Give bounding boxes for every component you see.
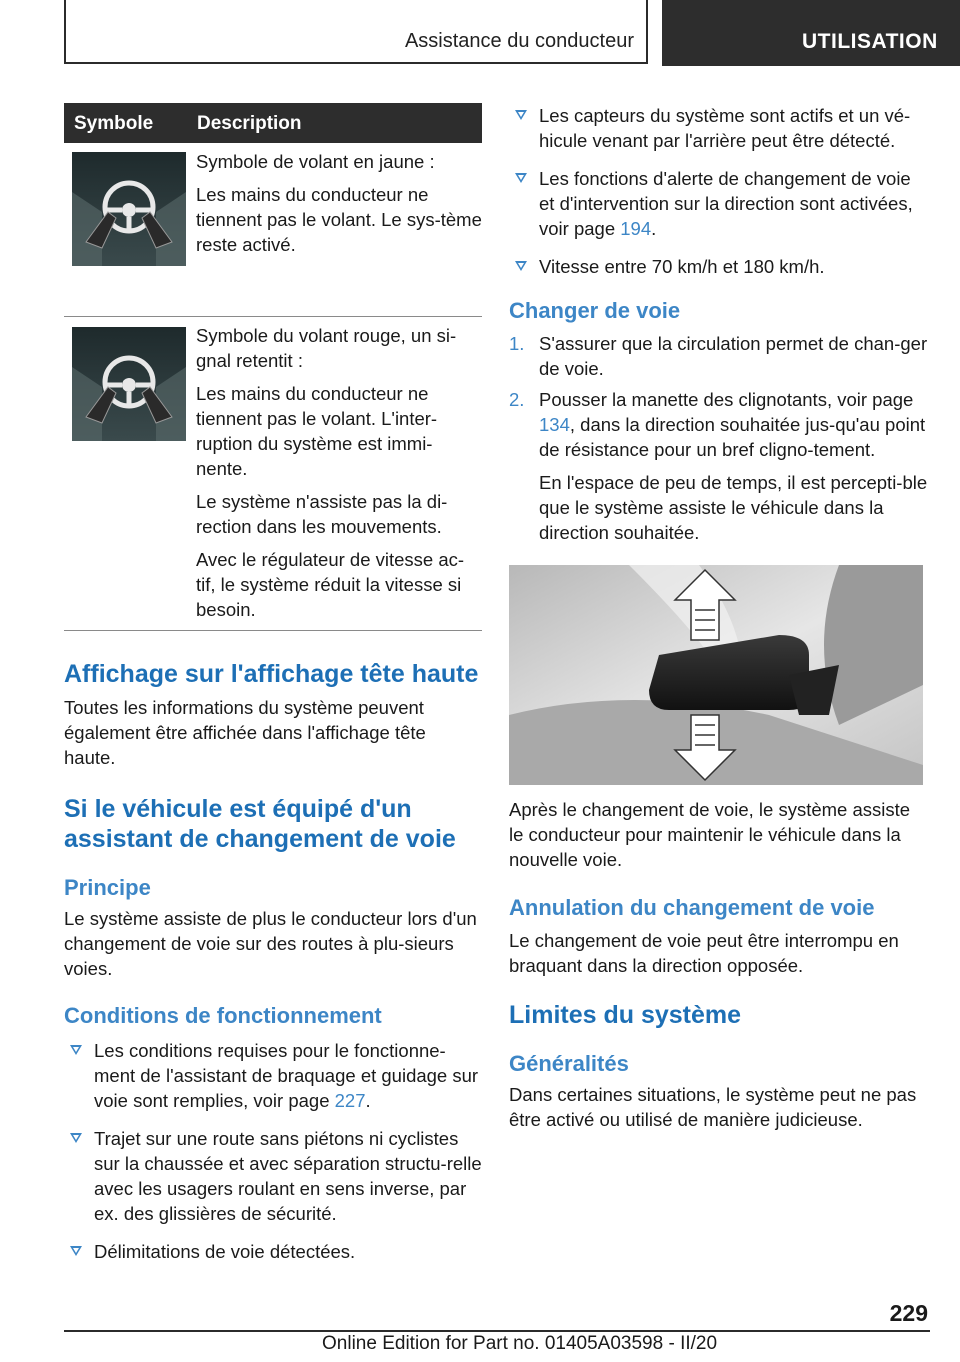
heading-annulation: Annulation du changement de voie [509,895,875,920]
list-item [509,103,929,153]
table-row [64,143,482,317]
paragraph-apres: Après le changement de voie, le système assiste le conducteur pour maintenir le véhicule dans la nouvelle voie. [509,799,911,870]
list-item [64,1038,482,1113]
step-text: Pousser la manette des clignotants, voir page [539,389,914,410]
bullet-triangle-icon [70,1246,82,1256]
heading-equipe: Si le véhicule est équipé d'un assistant de changement de voie [64,795,456,853]
page-link-134[interactable]: 134 [539,414,570,435]
list-item [509,254,929,279]
row-description [196,149,482,265]
page-number: 229 [889,1300,928,1326]
list-item-text-end: . [365,1090,371,1111]
step-item [509,331,929,381]
row-description [196,323,482,630]
right-column [509,103,929,1132]
description-paragraph: Les mains du conducteur ne tiennent pas le volant. L'inter-ruption du système est immi-nente. [196,383,438,479]
chapter-tab [662,0,960,66]
table-header [64,103,482,143]
description-paragraph: Avec le régulateur de vitesse ac-tif, le système réduit la vitesse si besoin. [196,549,465,620]
heading-limites: Limites du système [509,1001,742,1029]
list-item [509,166,929,241]
heading-generalites: Généralités [509,1051,629,1076]
description-paragraph: Symbole du volant rouge, un si-gnal retentit : [196,325,457,371]
description-paragraph: Les mains du conducteur ne tiennent pas le volant. Le sys-tème reste activé. [196,184,482,255]
turn-signal-lever-icon [509,565,923,785]
list-item [64,1126,482,1226]
paragraph-generalites: Dans certaines situations, le système peut ne pas être activé ou utilisé de manière judicieuse. [509,1084,917,1130]
chapter-label: UTILISATION [802,30,938,53]
bullet-triangle-icon [515,261,527,271]
page-link-227[interactable]: 227 [334,1090,366,1111]
heading-principe: Principe [64,875,151,900]
step-item [509,387,929,545]
footer-edition: Online Edition for Part no. 01405A03598 - II/20 [322,1333,718,1354]
table-row [64,317,482,631]
list-item-text: Les fonctions d'alerte de changement de voie et d'intervention sur la direction sont activées, voir page [539,168,913,239]
bullet-triangle-icon [515,110,527,120]
heading-affichage: Affichage sur l'affichage tête haute [64,660,479,688]
list-item-text: Les capteurs du système sont actifs et un vé-hicule venant par l'arrière peut être détecté. [539,105,911,151]
heading-changer: Changer de voie [509,298,681,323]
paragraph-principe: Le système assiste de plus le conducteur lors d'un changement de voie sur des routes à plu-sieurs voies. [64,908,477,979]
list-item-text: Vitesse entre 70 km/h et 180 km/h. [539,256,825,277]
list-item-text: Les conditions requises pour le fonctionne-ment de l'assistant de braquage et guidage sur voie sont remplies, voir page [94,1040,479,1111]
step-text-end: , dans la direction souhaitée jus-qu'au point de résistance pour un bref cligno-tement. [539,414,926,460]
list-item [64,1239,482,1264]
bullet-triangle-icon [70,1045,82,1055]
paragraph-affichage: Toutes les informations du système peuvent également être affichée dans l'affichage tête haute. [64,697,426,768]
step-number: 1. [509,333,525,354]
bullet-triangle-icon [515,173,527,183]
page-header [0,0,960,66]
paragraph-annulation: Le changement de voie peut être interrompu en braquant dans la direction opposée. [509,930,899,976]
footer-divider [64,1330,930,1332]
section-title: Assistance du conducteur [404,30,634,52]
column-header-symbol: Symbole [74,113,154,134]
heading-conditions: Conditions de fonctionnement [64,1003,382,1028]
steering-wheel-yellow-icon [72,152,186,266]
bullet-triangle-icon [70,1133,82,1143]
step-text: S'assurer que la circulation permet de chan-ger de voie. [539,333,928,379]
column-header-description: Description [197,113,302,134]
description-paragraph: Le système n'assiste pas la di-rection dans les mouvements. [196,491,448,537]
steering-wheel-red-icon [72,327,186,441]
step-number: 2. [509,389,525,410]
left-column [64,103,482,1277]
description-paragraph: Symbole de volant en jaune : [196,151,435,172]
turn-signal-lever-illustration [509,565,923,785]
list-item-text: Trajet sur une route sans piétons ni cyclistes sur la chaussée et avec séparation structu-relle avec les usagers roulant en sens inverse, par ex. des glissières de sécurité. [94,1128,482,1224]
list-item-text-end: . [651,218,657,239]
step-note: En l'espace de peu de temps, il est percepti-ble que le système assiste le véhicule dans la direction souhaitée. [539,472,928,543]
list-item-text: Délimitations de voie détectées. [94,1241,356,1262]
page-link-194[interactable]: 194 [620,218,652,239]
